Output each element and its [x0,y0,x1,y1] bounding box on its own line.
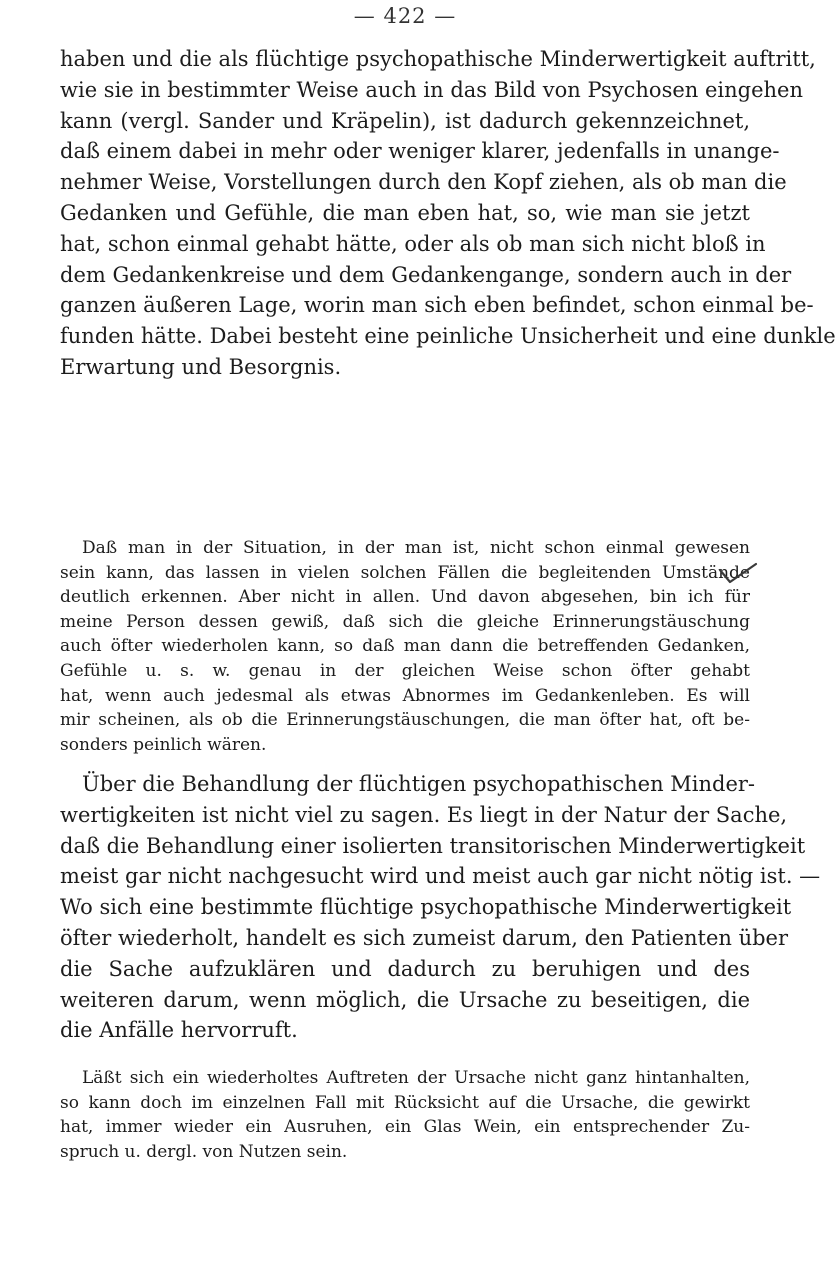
paragraph-line: funden hätte. Dabei besteht eine peinliche Unsicherheit und eine dunkle [60,324,836,349]
paragraph-line: sonders peinlich wären. [60,734,267,755]
paragraph-line: Erwartung und Besorgnis. [60,354,342,379]
paragraph-line: meine Person dessen gewiß, daß sich die gleiche Erinnerungstäuschung [60,611,750,632]
paragraph-line: auch öfter wiederholen kann, so daß man dann die betreffenden Gedanken, [60,636,750,657]
paragraph-line: so kann doch im einzelnen Fall mit Rücksicht auf die Ursache, die gewirkt [60,1092,750,1113]
paragraph-line: hat, wenn auch jedesmal als etwas Abnormes im Gedankenleben. Es will [60,685,750,706]
paragraph-line: hat, immer wieder ein Ausruhen, ein Glas Wein, ein entsprechender Zu- [60,1117,750,1138]
page-number: — 422 — [353,4,457,28]
paragraph-line: Daß man in der Situation, in der man ist, nicht schon einmal gewesen [82,538,750,558]
paragraph-line: spruch u. dergl. von Nutzen sein. [60,1141,348,1162]
paragraph-line: wie sie in bestimmter Weise auch in das Bild von Psychosen eingehen [60,77,803,102]
document-page [60,0,836,1274]
paragraph-2 [60,536,750,757]
paragraph-line: nehmer Weise, Vorstellungen durch den Kopf ziehen, als ob man die [60,170,787,195]
paragraph-3 [60,769,821,1046]
paragraph-line: die Anfälle hervorruft. [60,1018,298,1043]
paragraph-line: deutlich erkennen. Aber nicht in allen. Und davon abgesehen, bin ich für [60,587,750,608]
paragraph-line: haben und die als flüchtige psychopathische Minderwertigkeit auftritt, [60,47,816,71]
paragraph-4 [60,1066,750,1164]
paragraph-line: meist gar nicht nachgesucht wird und meist auch gar nicht nötig ist. — [60,864,821,889]
paragraph-line: wertigkeiten ist nicht viel zu sagen. Es liegt in der Natur der Sache, [60,802,788,827]
paragraph-line: daß die Behandlung einer isolierten transitorischen Minderwertigkeit [60,833,806,858]
paragraph-line: Läßt sich ein wiederholtes Auftreten der Ursache nicht ganz hintanhalten, [82,1068,750,1088]
paragraph-line: dem Gedankenkreise und dem Gedankengange, sondern auch in der [60,262,792,287]
paragraph-line: daß einem dabei in mehr oder weniger klarer, jedenfalls in unange- [60,139,780,164]
paragraph-line: kann (vergl. Sander und Kräpelin), ist dadurch gekennzeichnet, [60,108,750,133]
paragraph-line: weiteren darum, wenn möglich, die Ursache zu beseitigen, die [60,987,750,1012]
paragraph-line: Gedanken und Gefühle, die man eben hat, so, wie man sie jetzt [60,200,750,225]
paragraph-line: ganzen äußeren Lage, worin man sich eben befindet, schon einmal be- [60,293,814,318]
paragraph-line: Über die Behandlung der flüchtigen psychopathischen Minder- [82,772,756,796]
paragraph-line: sein kann, das lassen in vielen solchen Fällen die begleitenden Umstände [60,562,750,583]
paragraph-line: mir scheinen, als ob die Erinnerungstäuschungen, die man öfter hat, oft be- [60,710,750,731]
paragraph-line: die Sache aufzuklären und dadurch zu beruhigen und des [60,956,750,981]
paragraph-1 [60,44,836,383]
margin-check-mark-icon [718,560,758,590]
paragraph-line: Wo sich eine bestimmte flüchtige psychopathische Minderwertigkeit [60,895,792,920]
paragraph-line: Gefühle u. s. w. genau in der gleichen Weise schon öfter gehabt [60,660,750,681]
paragraph-line: hat, schon einmal gehabt hätte, oder als ob man sich nicht bloß in [60,231,766,256]
paragraph-line: öfter wiederholt, handelt es sich zumeist darum, den Patienten über [60,925,789,950]
